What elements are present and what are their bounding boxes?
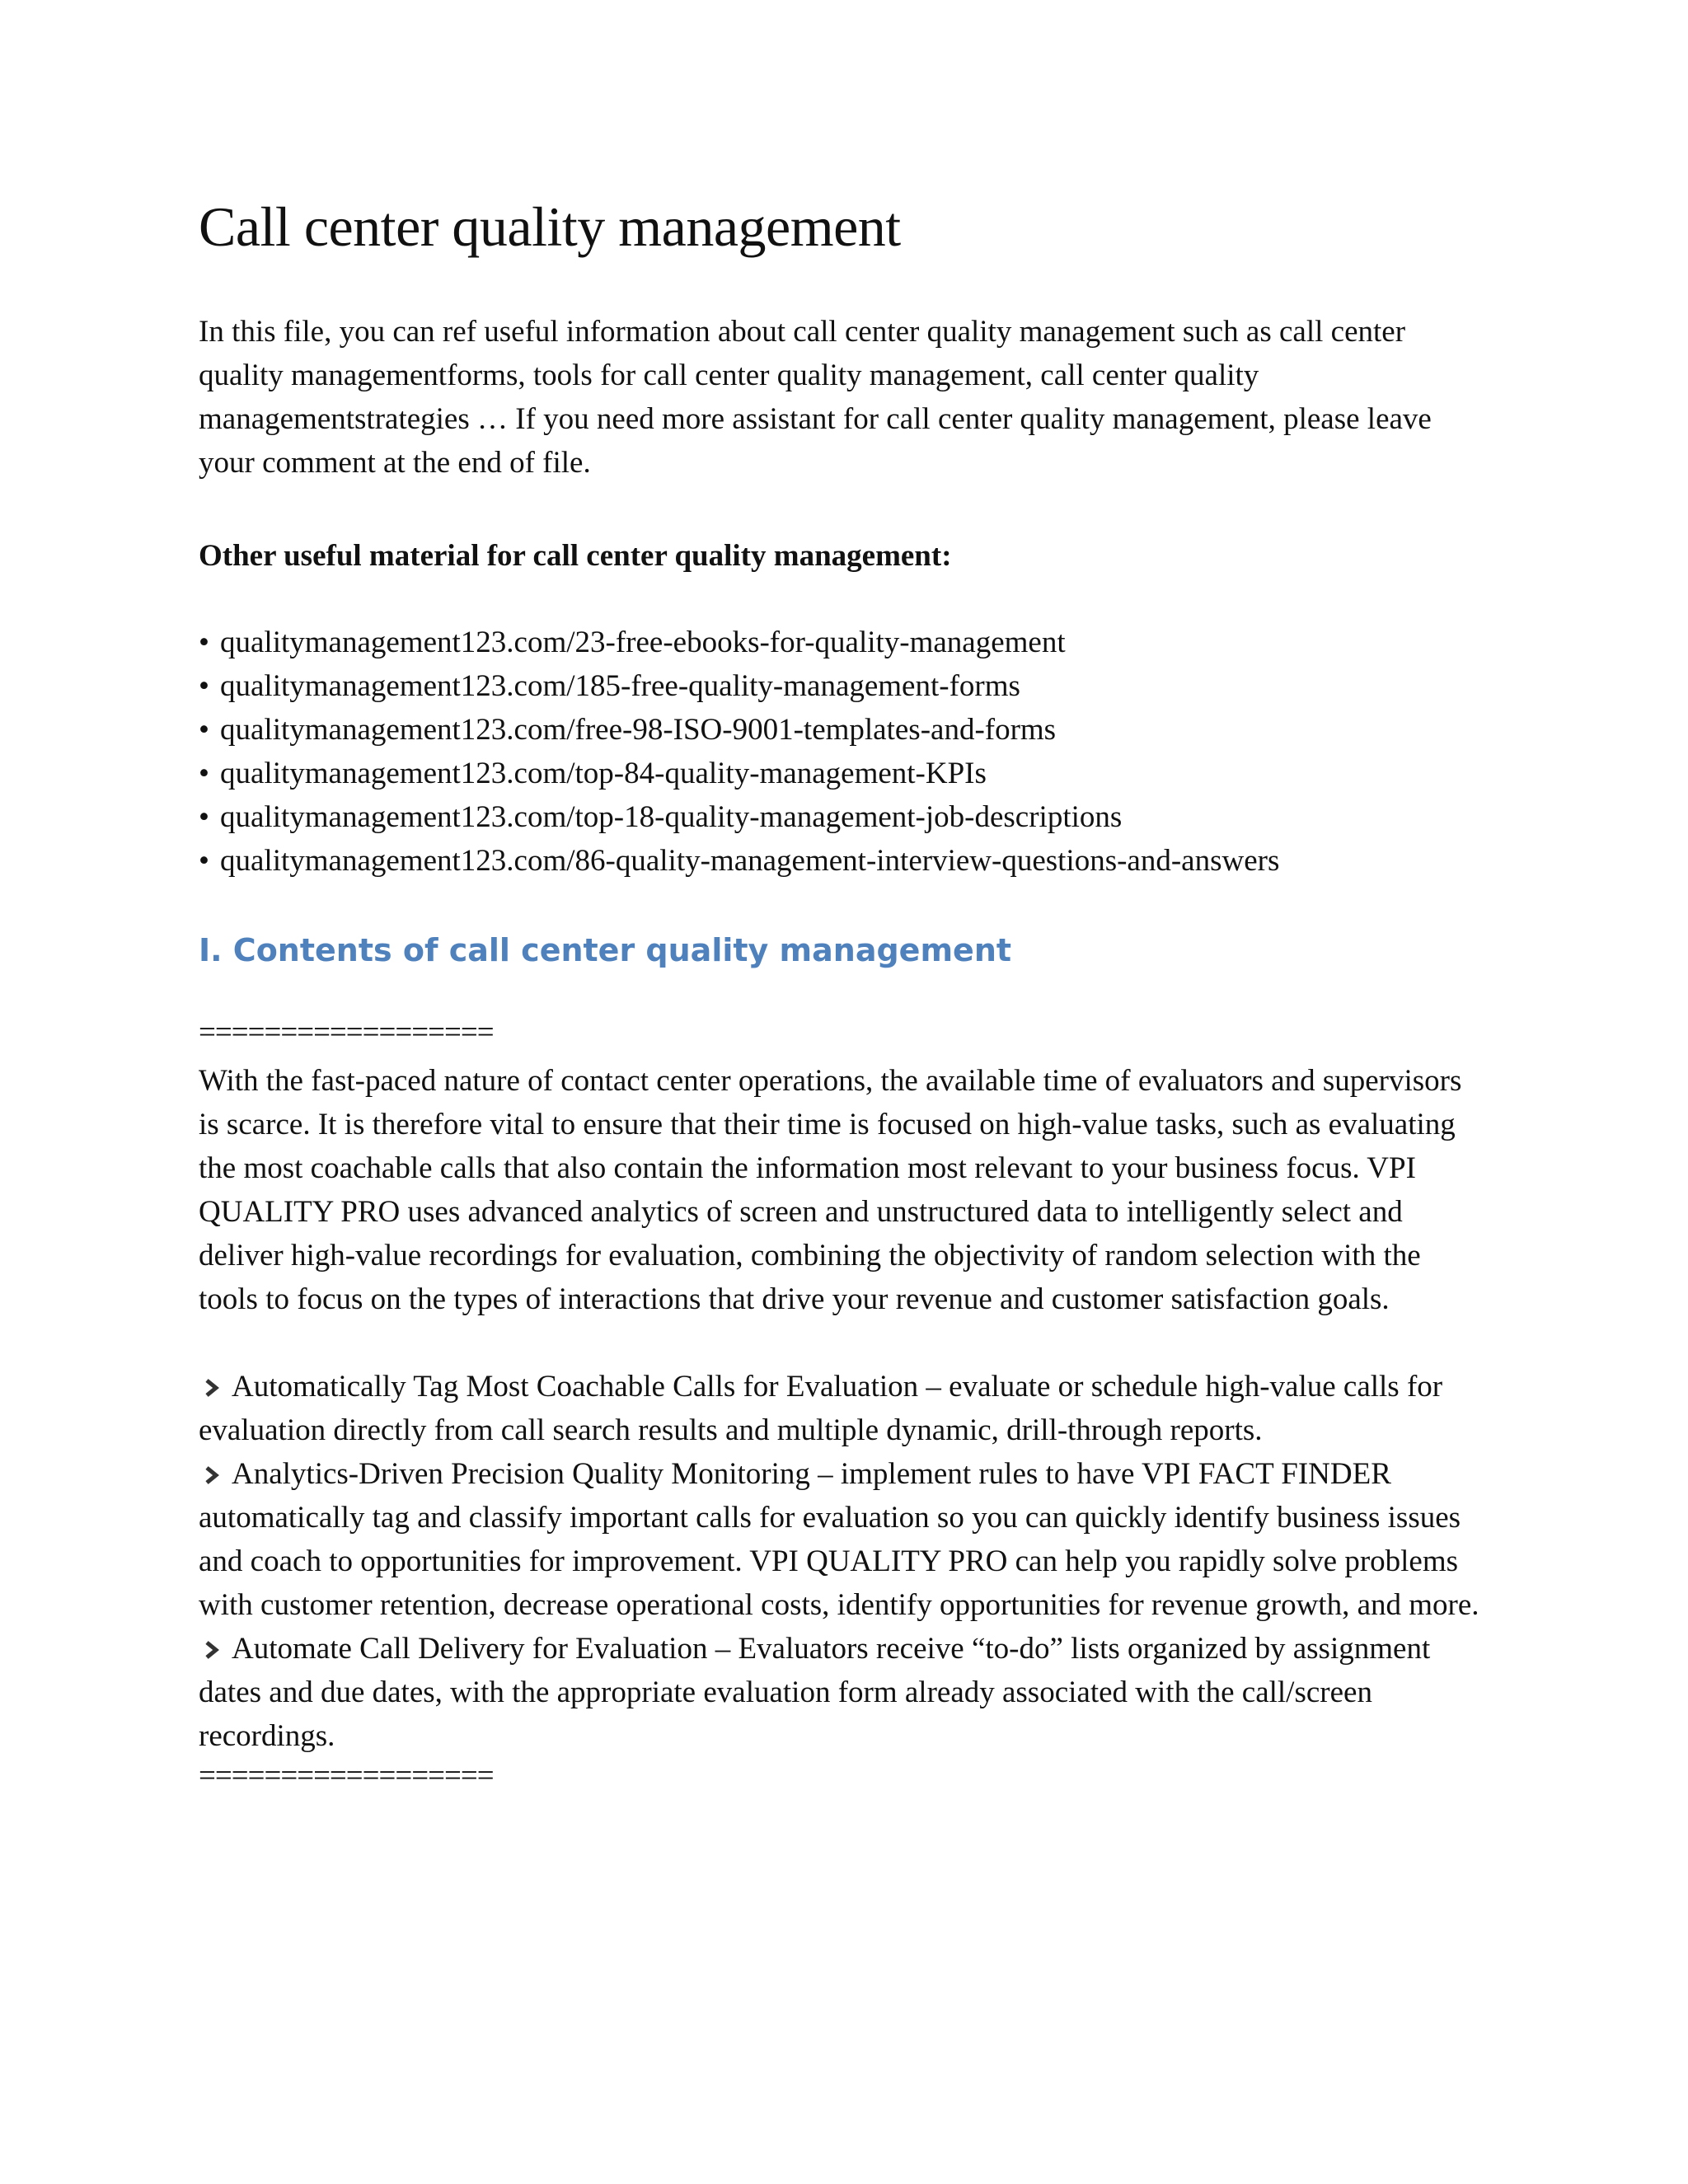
link-text[interactable]: qualitymanagement123.com/185-free-quality-management-forms: [220, 669, 1020, 703]
list-item[interactable]: [199, 664, 1484, 708]
link-text[interactable]: qualitymanagement123.com/top-84-quality-management-KPIs: [220, 757, 987, 790]
feature-text: Analytics-Driven Precision Quality Monitoring – implement rules to have VPI FACT FINDER automatically tag and classify important calls for evaluation so you can quickly identify business issues and coach to opportunities for improvement. VPI QUALITY PRO can help you rapidly solve problems with customer retention, decrease operational costs, identify opportunities for revenue growth, and more.: [199, 1457, 1479, 1622]
list-item[interactable]: [199, 795, 1484, 839]
link-list: [199, 621, 1484, 883]
feature-list: [199, 1365, 1484, 1758]
document-page: [199, 190, 1484, 1793]
bullet-glyph: •: [199, 713, 209, 747]
link-text[interactable]: qualitymanagement123.com/86-quality-management-interview-questions-and-answers: [220, 844, 1280, 878]
link-text[interactable]: qualitymanagement123.com/free-98-ISO-9001-templates-and-forms: [220, 713, 1057, 747]
intro-paragraph: In this file, you can ref useful information about call center quality management such as call center quality managementforms, tools for call center quality management, call center quality managementstrategies … If you need more assistant for call center quality management, please leave your comment at the end of file.: [199, 315, 1432, 480]
link-text[interactable]: qualitymanagement123.com/top-18-quality-management-job-descriptions: [220, 800, 1123, 834]
body-paragraph: With the fast-paced nature of contact center operations, the available time of evaluators and supervisors is scarce. It is therefore vital to ensure that their time is focused on high-value tasks, such as evaluating the most coachable calls that also contain the information most relevant to your business focus. VPI QUALITY PRO uses advanced analytics of screen and unstructured data to intelligently select and deliver high-value recordings for evaluation, combining the objectivity of random selection with the tools to focus on the types of interactions that drive your revenue and customer satisfaction goals.: [199, 1064, 1462, 1316]
bullet-glyph: •: [199, 669, 209, 703]
feature-text: Automate Call Delivery for Evaluation – Evaluators receive “to-do” lists organized by assignment dates and due dates, with the appropriate evaluation form already associated with the call/screen recordings.: [199, 1632, 1431, 1753]
divider-bottom: ==================: [199, 1759, 494, 1793]
chevron-right-icon: [204, 1378, 220, 1398]
feature-item: [199, 1627, 1484, 1758]
list-item[interactable]: [199, 708, 1484, 752]
bullet-glyph: •: [199, 757, 209, 790]
list-item[interactable]: [199, 752, 1484, 795]
link-text[interactable]: qualitymanagement123.com/23-free-ebooks-for-quality-management: [220, 626, 1066, 659]
feature-text: Automatically Tag Most Coachable Calls for Evaluation – evaluate or schedule high-value calls for evaluation directly from call search results and multiple dynamic, drill-through reports.: [199, 1370, 1443, 1447]
bullet-glyph: •: [199, 844, 209, 878]
chevron-right-icon: [204, 1465, 220, 1485]
list-item[interactable]: [199, 621, 1484, 664]
document-title: Call center quality management: [199, 195, 901, 258]
bullet-glyph: •: [199, 626, 209, 659]
section-heading: I. Contents of call center quality management: [199, 932, 1012, 968]
divider-top: ==================: [199, 1015, 494, 1049]
other-material-heading: Other useful material for call center quality management:: [199, 539, 952, 573]
feature-item: [199, 1365, 1484, 1452]
feature-item: [199, 1452, 1484, 1627]
chevron-right-icon: [204, 1640, 220, 1660]
list-item[interactable]: [199, 839, 1484, 883]
bullet-glyph: •: [199, 800, 209, 834]
